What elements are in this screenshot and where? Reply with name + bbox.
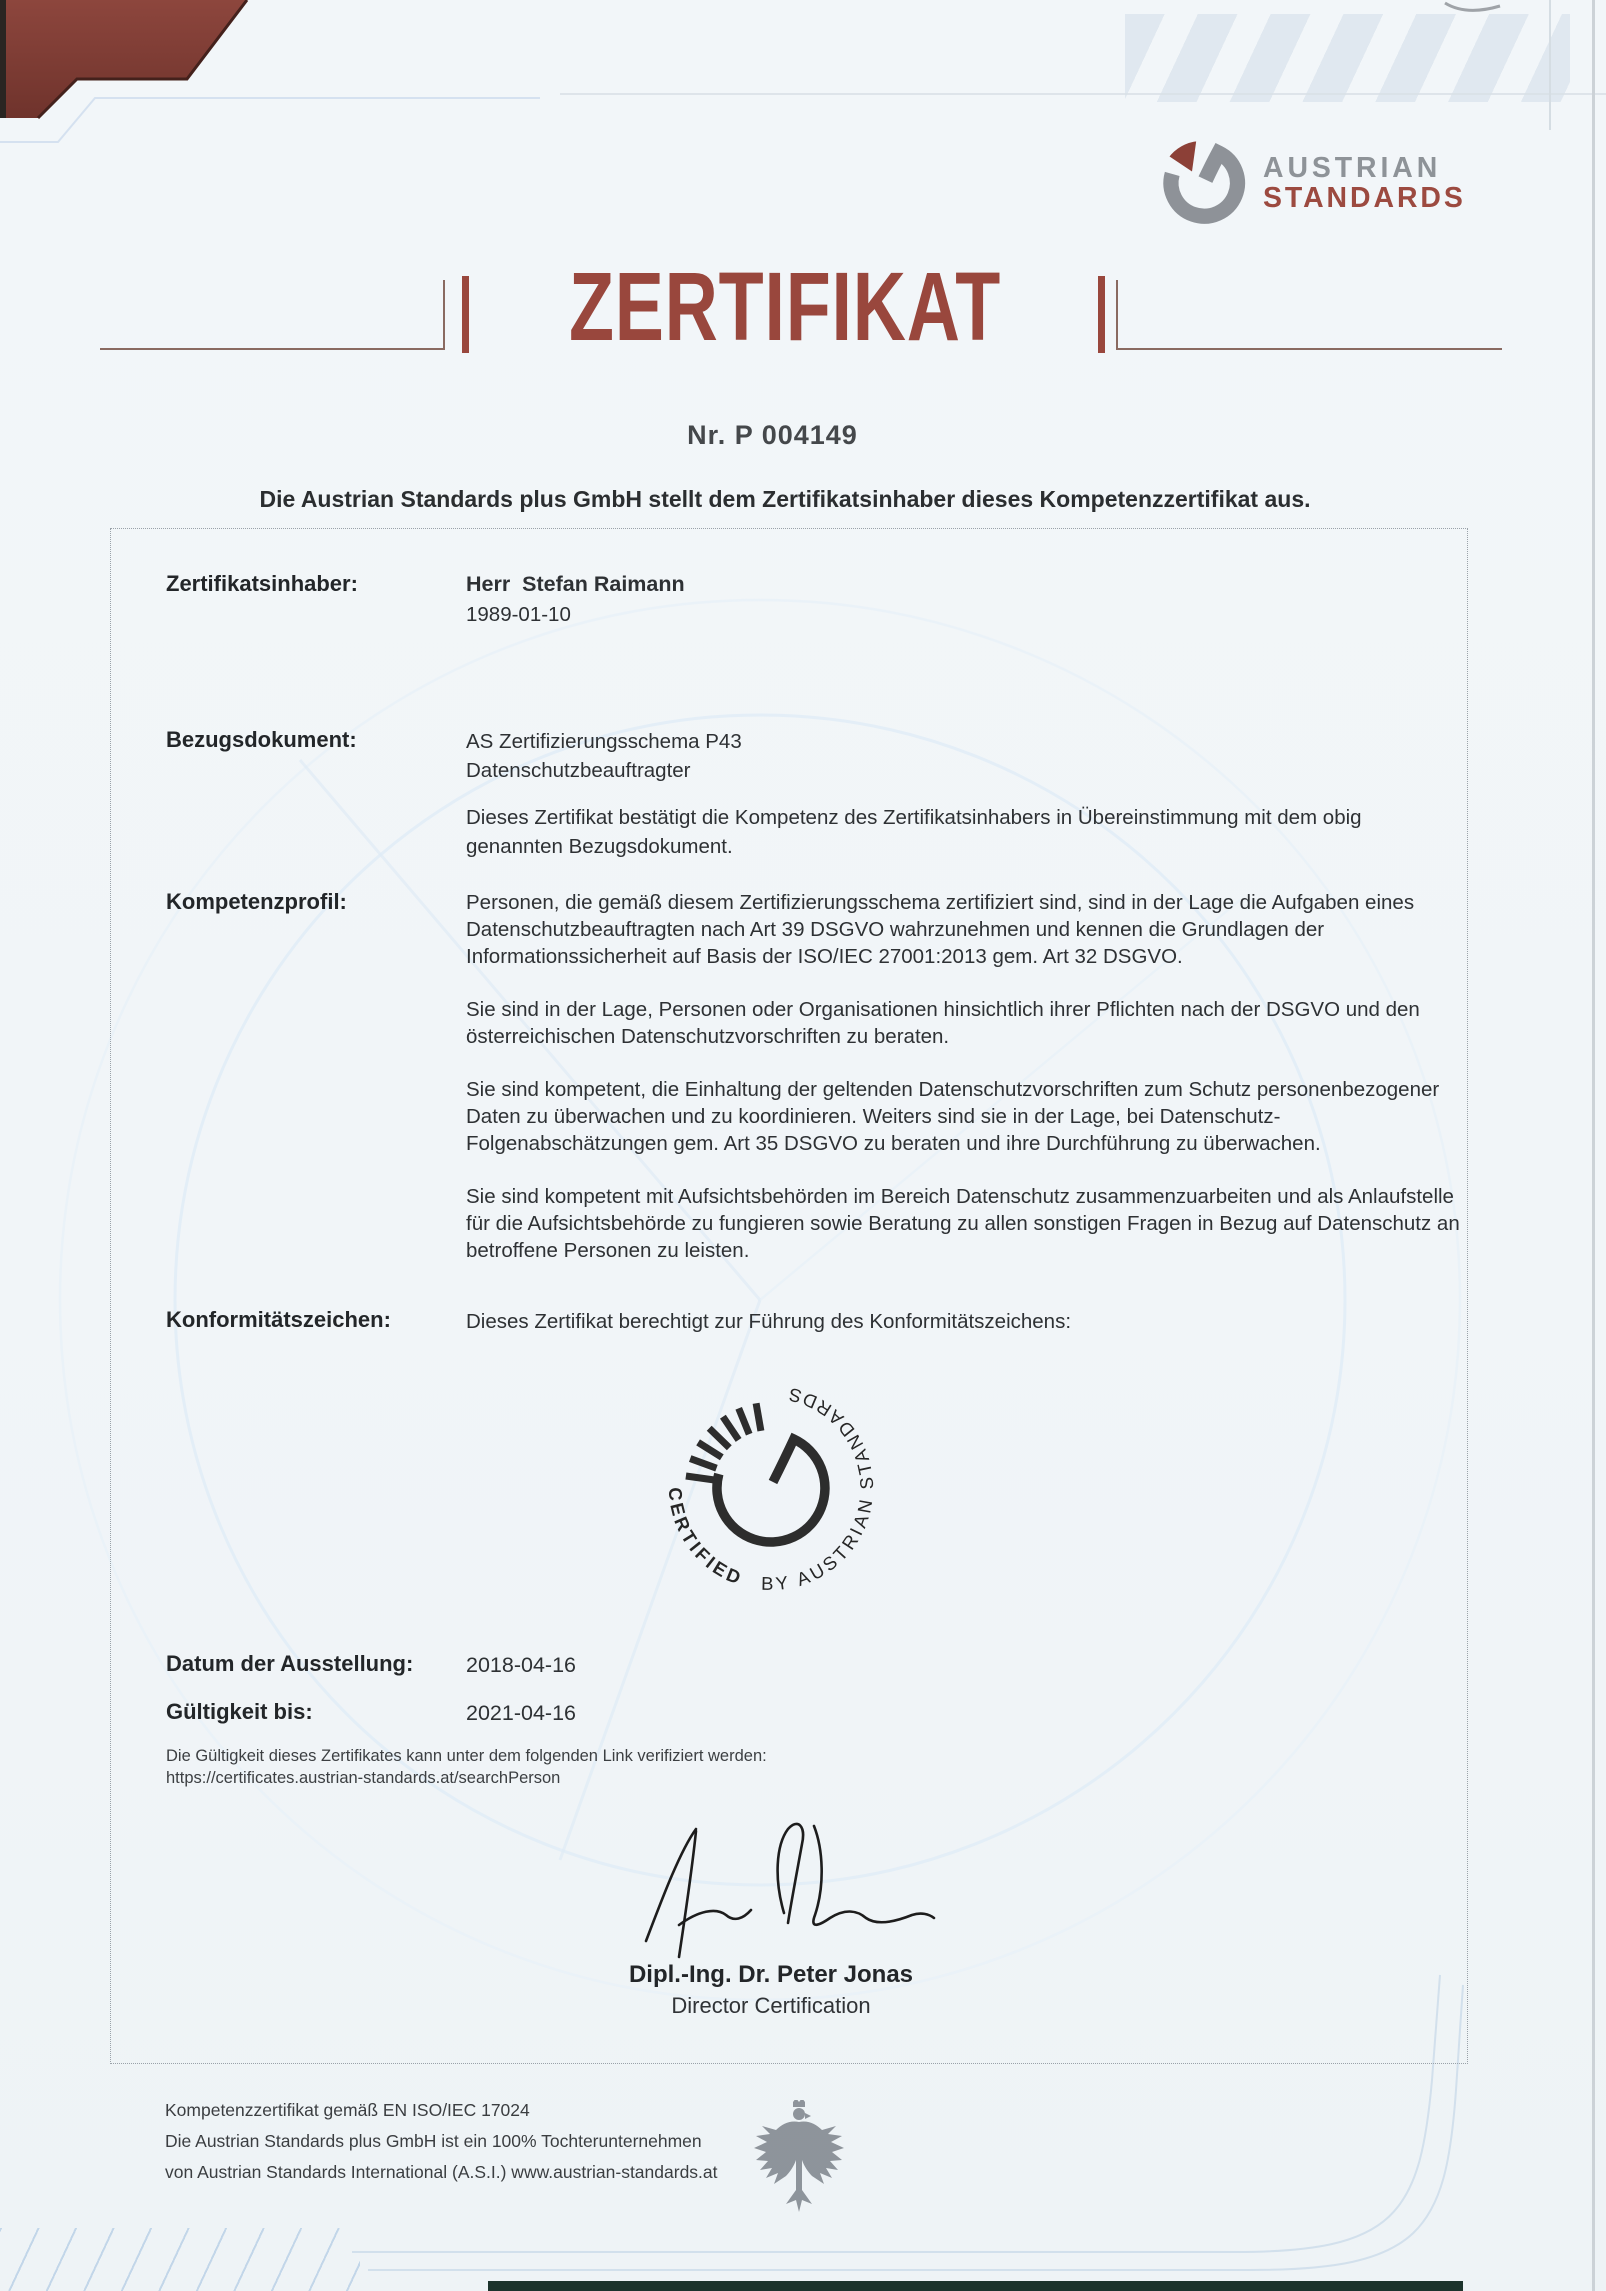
validity-value: 2021-04-16 — [466, 1701, 576, 1725]
diagonal-lines — [0, 2228, 360, 2291]
signer-name: Dipl.-Ing. Dr. Peter Jonas — [628, 1961, 914, 1988]
competence-paragraph: Sie sind in der Lage, Personen oder Organisationen hinsichtlich ihrer Pflichten nach der DSGVO und den österreichischen Datenschutzvorschriften zu beraten. — [466, 998, 1420, 1048]
reference-label: Bezugsdokument: — [166, 727, 357, 752]
competence-paragraph: Sie sind kompetent, die Einhaltung der geltenden Datenschutzvorschriften zum Schutz personenbezogener Daten zu überwachen und zu koordinieren. Weiters sind sie in der Lage, bei Datenschutz-Folgenabschätzungen gem. Art 35 DSGVO zu beraten und ihre Durchführung zu überwachen. — [466, 1078, 1440, 1155]
bottom-bar — [488, 2281, 1463, 2291]
title-rule-right — [1118, 348, 1502, 350]
eagle-emblem — [752, 2100, 847, 2220]
stripes-band — [1125, 14, 1570, 102]
reference-line1: AS Zertifizierungsschema P43 — [466, 730, 742, 753]
mark-symbol — [686, 1403, 825, 1542]
validity-label: Gültigkeit bis: — [166, 1699, 313, 1724]
competence-paragraph: Sie sind kompetent mit Aufsichtsbehörden im Bereich Datenschutz zusammenzuarbeiten und als Anlaufstelle für die Aufsichtsbehörde zu fungieren sowie Beratung zu allen sonstigen Fragen in Bezug auf Datenschutz an betroffene Personen zu leisten. — [466, 1185, 1460, 1262]
competence-paragraph: Personen, die gemäß diesem Zertifizierungsschema zertifiziert sind, sind in der Lage die Aufgaben eines Datenschutzbeauftragten nach Art 39 DSGVO wahrzunehmen und kennen die Grundlagen der Informationssicherheit auf Basis der ISO/IEC 27001:2013 gem. Art 32 DSGVO. — [466, 891, 1415, 968]
page-title: ZERTIFIKAT — [568, 252, 1002, 361]
title-bar-right — [1098, 276, 1105, 353]
footer-line3: von Austrian Standards International (A.S.I.) www.austrian-standards.at — [165, 2162, 718, 2182]
page-edge — [1592, 0, 1595, 2291]
footer-line2: Die Austrian Standards plus GmbH ist ein 100% Tochterunternehmen — [165, 2131, 702, 2151]
brand-word-standards: STANDARDS — [1263, 182, 1466, 214]
holder-name: Herr Stefan Raimann — [466, 572, 685, 596]
certificate-number: Nr. P 004149 — [687, 420, 858, 450]
title-rule-right-up — [1116, 280, 1118, 350]
competence-label: Kompetenzprofil: — [166, 889, 347, 914]
holder-birthdate: 1989-01-10 — [466, 603, 571, 626]
certificate-box — [110, 528, 1468, 2064]
conformity-text: Dieses Zertifikat berechtigt zur Führung des Konformitätszeichens: — [466, 1310, 1072, 1333]
brand-icon — [1157, 135, 1252, 230]
svg-text:CERTIFIED BY AUSTRIA — [665, 1383, 878, 1594]
mark-text-rest: BY AUSTRIAN STANDARDS — [760, 1383, 878, 1595]
signer-title: Director Certification — [671, 1993, 871, 2018]
issue-date-label: Datum der Ausstellung: — [166, 1651, 414, 1676]
issue-date-value: 2018-04-16 — [466, 1653, 576, 1677]
brand-logo — [1145, 135, 1545, 235]
signature — [618, 1819, 948, 1964]
corner-banner — [0, 0, 260, 125]
reference-note: Dieses Zertifikat bestätigt die Kompetenz des Zertifikatsinhabers in Übereinstimmung mit dem obig genannten Bezugsdokument. — [466, 806, 1362, 858]
verification-note: Die Gültigkeit dieses Zertifikates kann unter dem folgenden Link verifiziert werden: — [166, 1747, 767, 1765]
certified-mark — [639, 1356, 903, 1620]
intro-line: Die Austrian Standards plus GmbH stellt dem Zertifikatsinhaber dieses Kompetenzzertifikat aus. — [259, 486, 1311, 512]
competence-paragraphs — [466, 889, 1461, 1290]
verification-url: https://certificates.austrian-standards.at/searchPerson — [166, 1769, 561, 1787]
conformity-label: Konformitätszeichen: — [166, 1307, 391, 1332]
page-edge-inner — [1549, 0, 1551, 130]
reference-line2: Datenschutzbeauftragter — [466, 759, 691, 782]
mark-text-bold: CERTIFIED — [664, 1486, 747, 1590]
footer-line1: Kompetenzzertifikat gemäß EN ISO/IEC 17024 — [165, 2100, 530, 2120]
brand-word-austrian: AUSTRIAN — [1263, 152, 1442, 184]
scan-line — [560, 93, 1606, 95]
holder-label: Zertifikatsinhaber: — [166, 571, 358, 596]
